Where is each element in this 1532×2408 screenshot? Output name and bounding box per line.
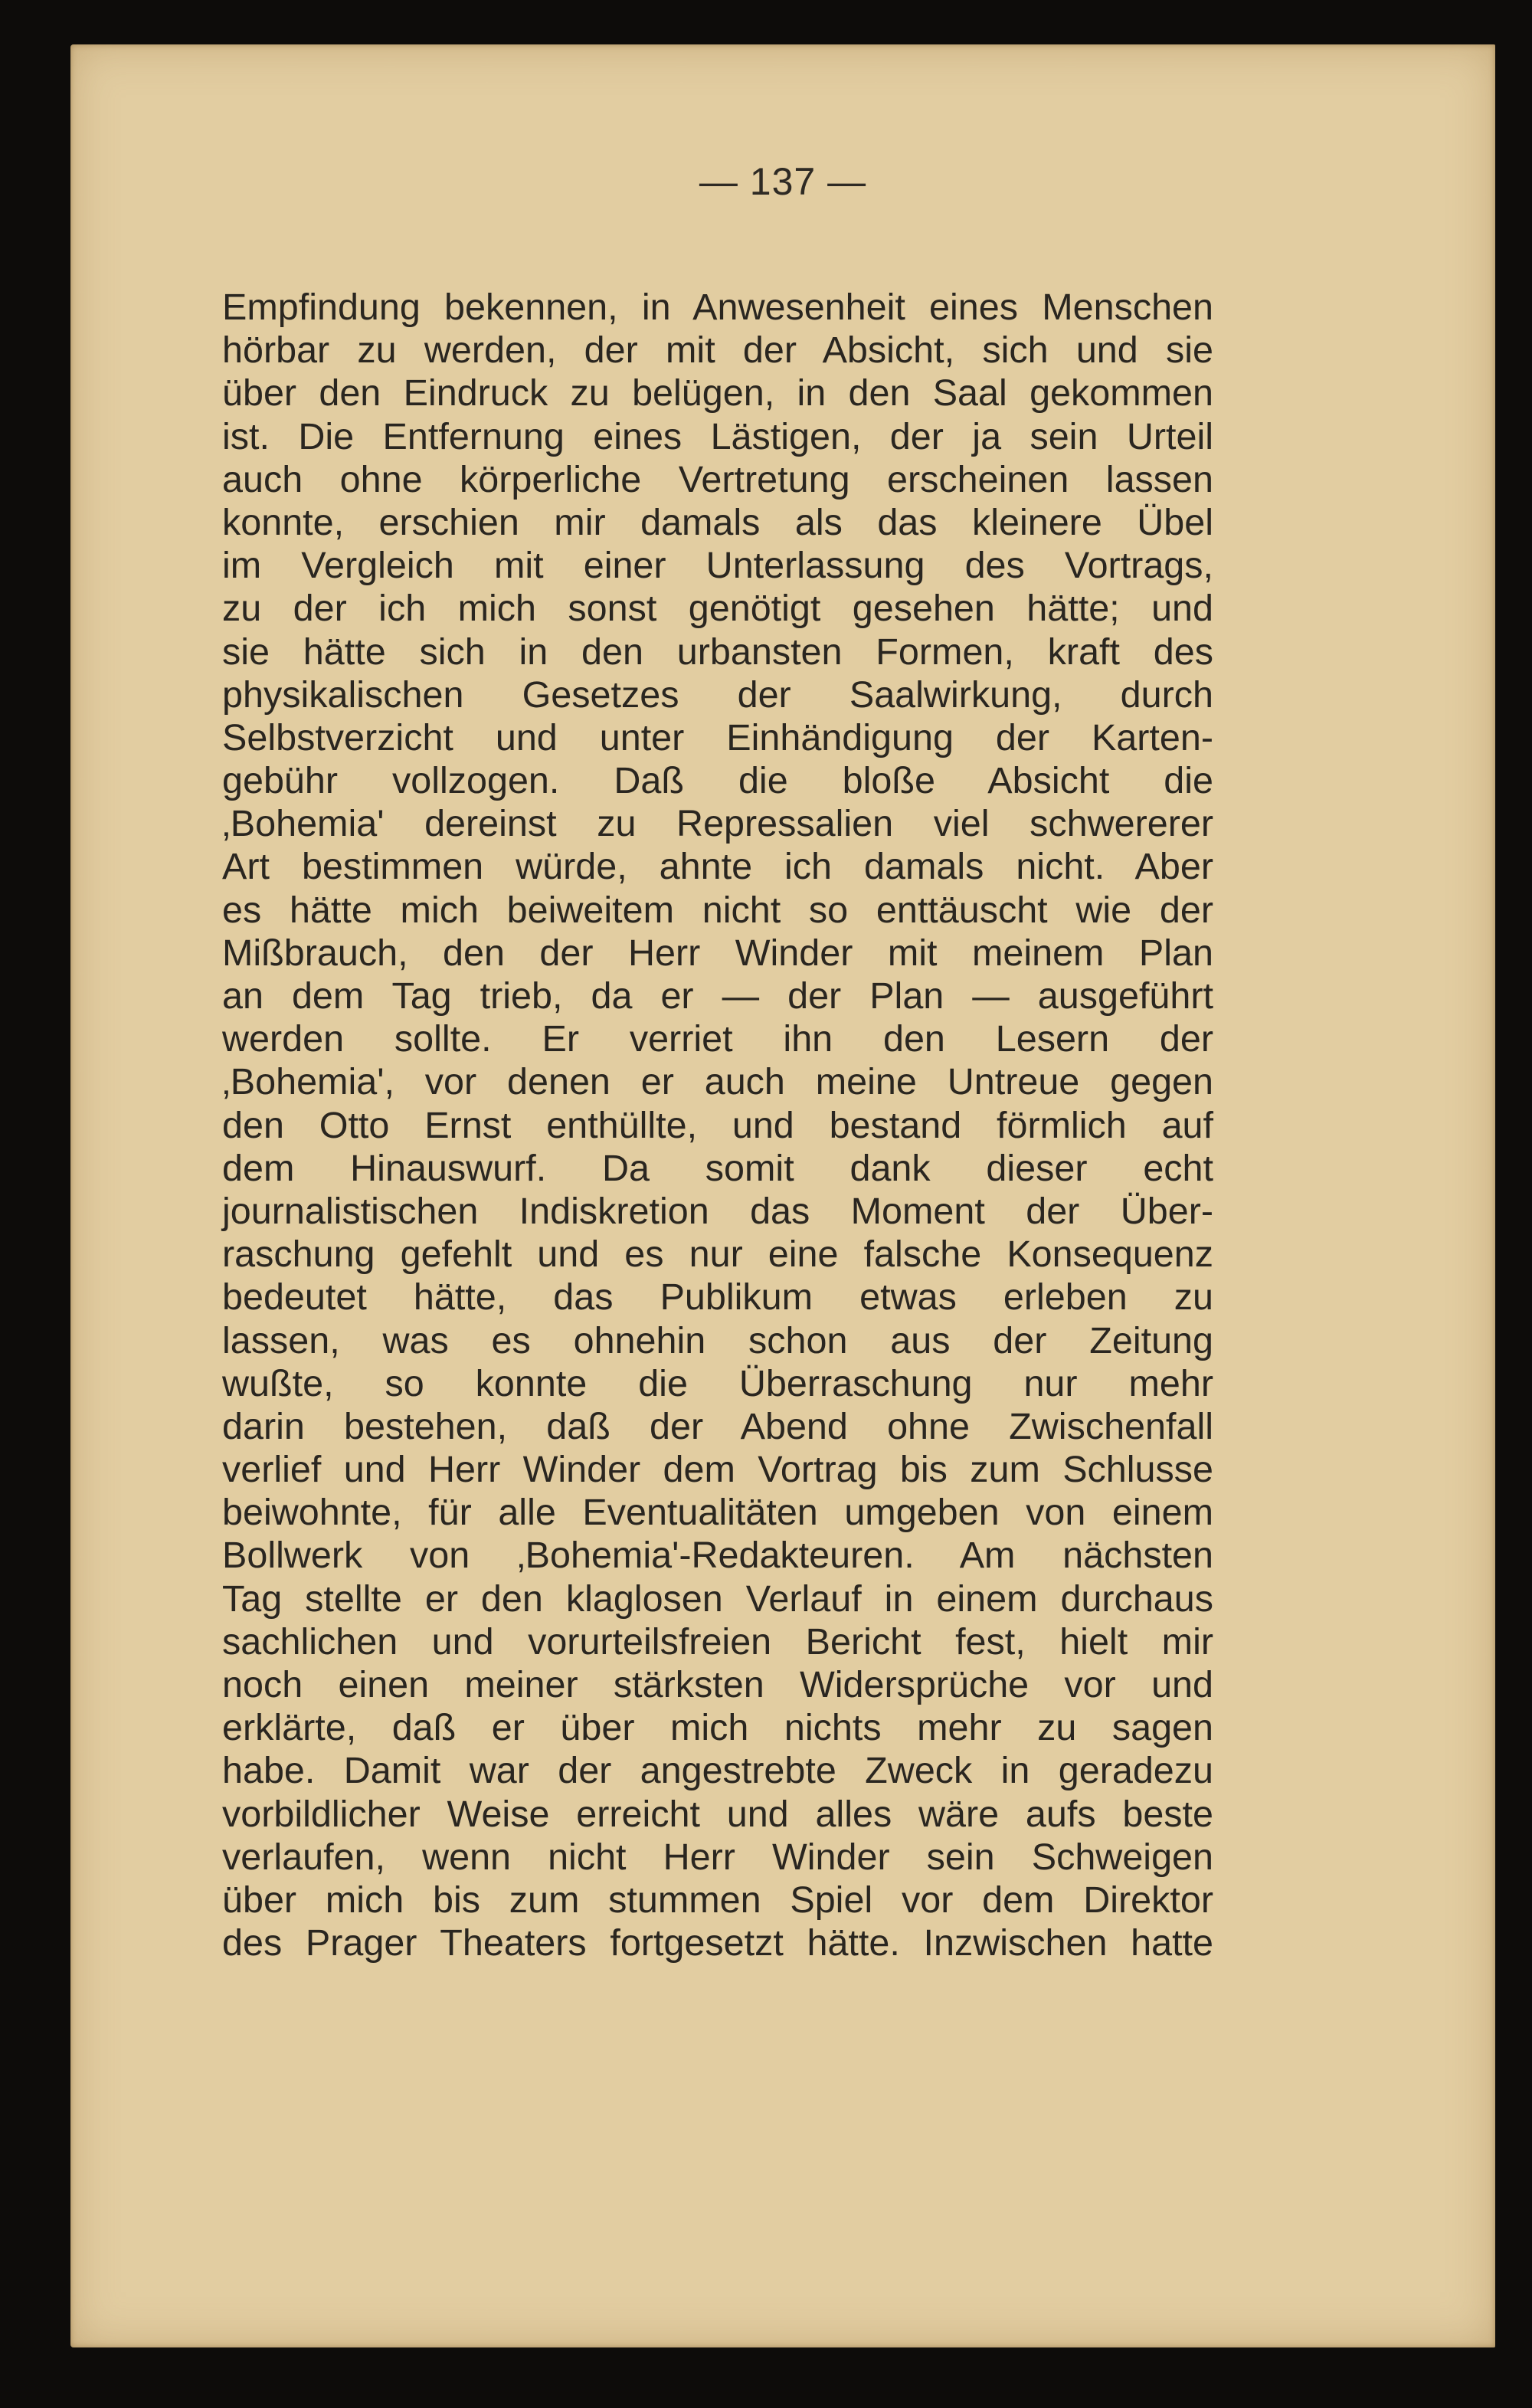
text-line: des Prager Theaters fortgesetzt hätte. Inzwischen hatte: [222, 1922, 1213, 1964]
book-page: [70, 44, 1495, 2347]
text-line: hörbar zu werden, der mit der Absicht, sich und sie: [222, 329, 1213, 372]
body-text: [222, 286, 1213, 1964]
text-line: noch einen meiner stärksten Widersprüche vor und: [222, 1664, 1213, 1705]
text-line: lassen, was es ohnehin schon aus der Zeitung: [222, 1319, 1213, 1361]
text-line: ‚Bohemia' dereinst zu Repressalien viel schwererer: [222, 803, 1213, 845]
text-line: werden sollte. Er verriet ihn den Lesern der: [222, 1018, 1213, 1060]
text-line: Empfindung bekennen, in Anwesenheit eines Menschen: [222, 287, 1213, 328]
text-line: Selbstverzicht und unter Einhändigung der Karten-: [222, 716, 1213, 758]
text-line: Mißbrauch, den der Herr Winder mit meinem Plan: [222, 932, 1213, 974]
text-line: wußte, so konnte die Überraschung nur mehr: [222, 1362, 1213, 1404]
text-line: an dem Tag trieb, da er — der Plan — ausgeführt: [222, 975, 1213, 1017]
text-line: sachlichen und vorurteilsfreien Bericht fest, hielt mir: [222, 1620, 1213, 1663]
text-line: sie hätte sich in den urbansten Formen, kraft des: [222, 631, 1213, 673]
text-line: Art bestimmen würde, ahnte ich damals nicht. Aber: [222, 846, 1213, 888]
text-line: darin bestehen, daß der Abend ohne Zwischenfall: [222, 1405, 1213, 1447]
page-number: — 137 —: [699, 160, 867, 203]
text-line: über den Eindruck zu belügen, in den Saal gekommen: [222, 372, 1213, 414]
text-line: auch ohne körperliche Vertretung erscheinen lassen: [222, 458, 1213, 500]
text-line: gebühr vollzogen. Daß die bloße Absicht die: [222, 760, 1213, 802]
text-line: raschung gefehlt und es nur eine falsche Konsequenz: [222, 1233, 1213, 1276]
text-line: zu der ich mich sonst genötigt gesehen hätte; und: [222, 588, 1213, 630]
text-line: ist. Die Entfernung eines Lästigen, der ja sein Urteil: [222, 415, 1213, 457]
text-line: erklärte, daß er über mich nichts mehr zu sagen: [222, 1707, 1213, 1749]
text-line: Tag stellte er den klaglosen Verlauf in einem durchaus: [222, 1577, 1213, 1620]
text-line: vorbildlicher Weise erreicht und alles wäre aufs beste: [222, 1793, 1213, 1835]
text-line: im Vergleich mit einer Unterlassung des Vortrags,: [222, 545, 1213, 587]
text-line: über mich bis zum stummen Spiel vor dem Direktor: [222, 1879, 1213, 1921]
text-line: journalistischen Indiskretion das Moment der Über-: [222, 1190, 1213, 1232]
text-line: bedeutet hätte, das Publikum etwas erleben zu: [222, 1276, 1213, 1319]
text-line: Bollwerk von ‚Bohemia'-Redakteuren. Am nächsten: [222, 1535, 1213, 1577]
text-line: habe. Damit war der angestrebte Zweck in geradezu: [222, 1750, 1213, 1792]
text-line: dem Hinauswurf. Da somit dank dieser echt: [222, 1147, 1213, 1189]
text-line: beiwohnte, für alle Eventualitäten umgeben von einem: [222, 1492, 1213, 1534]
text-line: ‚Bohemia', vor denen er auch meine Untreue gegen: [222, 1061, 1213, 1103]
text-line: verlief und Herr Winder dem Vortrag bis zum Schlusse: [222, 1449, 1213, 1491]
text-line: konnte, erschien mir damals als das kleinere Übel: [222, 501, 1213, 543]
text-line: verlaufen, wenn nicht Herr Winder sein Schweigen: [222, 1836, 1213, 1878]
text-line: es hätte mich beiweitem nicht so enttäuscht wie der: [222, 889, 1213, 931]
text-line: den Otto Ernst enthüllte, und bestand förmlich auf: [222, 1104, 1213, 1146]
text-line: physikalischen Gesetzes der Saalwirkung, durch: [222, 673, 1213, 716]
